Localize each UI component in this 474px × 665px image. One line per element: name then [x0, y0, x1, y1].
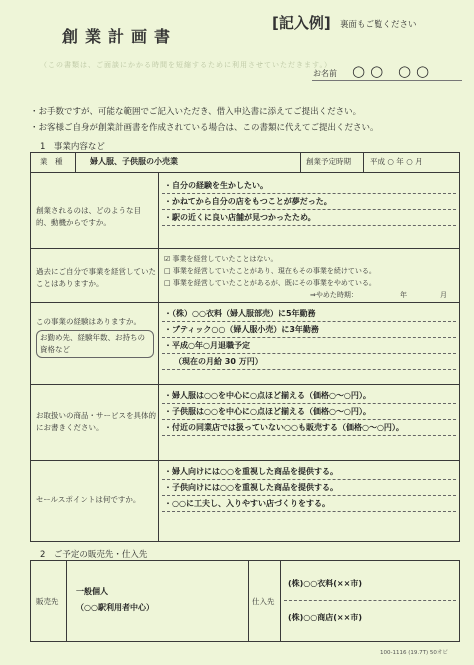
product-line: ・婦人服は○○を中心に○点ほど揃える（価格○～○円）。	[164, 391, 371, 400]
past-option: □ 事業を経営していたことがあるが、既にその事業をやめている。	[164, 279, 376, 287]
col-divider	[280, 560, 281, 642]
product-line: ・付近の同業店では扱っていない○○も販売する（価格○～○円）。	[164, 423, 404, 432]
past-option: ☑ 事業を経営していたことはない。	[164, 255, 278, 263]
sales-line: 一般個人	[76, 587, 108, 596]
dash-line	[162, 193, 456, 194]
dash-line	[162, 337, 456, 338]
section1-heading: 1 事業内容など	[40, 142, 105, 152]
dash-line	[162, 369, 456, 370]
selling-line: ・婦人向けには○○を重視した商品を提供する。	[164, 467, 338, 476]
dash-line	[162, 209, 456, 210]
label-column-divider	[158, 172, 159, 542]
career-line: ・平成○年○月退職予定	[164, 341, 250, 350]
row-divider	[30, 384, 460, 385]
motive-line: ・かねてから自分の店をもつことが夢だった。	[164, 197, 332, 206]
form-code: 100-1116 (19.7T) 50オビ	[380, 650, 448, 656]
product-line: ・子供服は○○を中心に○点ほど揃える（価格○～○円）。	[164, 407, 371, 416]
business-value: 婦人服、子供服の小売業	[90, 157, 178, 166]
dash-line	[162, 435, 456, 436]
sales-line: （○○駅利用者中心）	[76, 603, 154, 612]
supply-line: (株)○○衣料(××市)	[288, 579, 362, 588]
col-divider	[248, 560, 249, 642]
example-badge: [記入例]	[272, 14, 331, 32]
selling-points-label: セールスポイントは何ですか。	[36, 495, 141, 504]
section2-table	[30, 560, 460, 642]
career-line: ・ブティック○○（婦人服小売）に3年勤務	[164, 325, 319, 334]
supply-line: (株)○○商店(××市)	[288, 613, 362, 622]
instruction-line: ・お客様ご自身が創業計画書を作成されている場合は、この書類に代えてご提出ください。	[30, 123, 379, 133]
past-option: □ 事業を経営していたことがあり、現在もその事業を続けている。	[164, 267, 376, 275]
col-divider	[75, 152, 76, 172]
products-label: お取扱いの商品・サービスを具体的にお書きください。	[36, 411, 156, 432]
past-option-text: 事業を経営していたことはない。	[172, 255, 278, 263]
career-sub-label: お勤め先、経験年数、お持ちの資格など	[36, 330, 154, 358]
row-divider	[30, 248, 460, 249]
motive-label: 創業されるのは、どのような目的、動機からですか。	[36, 206, 141, 227]
row-divider	[30, 460, 460, 461]
past-business-label: 過去にご自分で事業を経営していたことはありますか。	[36, 267, 156, 288]
instruction-line: ・お手数ですが、可能な範囲でご記入いただき、借入申込書に添えてご提出ください。	[30, 107, 362, 117]
dash-line	[162, 321, 456, 322]
name-underline	[312, 80, 462, 81]
name-value: ○○ ○○	[352, 62, 435, 80]
dash-line	[162, 479, 456, 480]
supply-label: 仕入先	[252, 597, 275, 606]
past-option-text: 事業を経営していたことがあるが、既にその事業をやめている。	[172, 279, 376, 287]
col-divider	[66, 560, 67, 642]
badge-note: 裏面もご覧ください	[340, 20, 417, 30]
past-quit-month: 月	[440, 291, 447, 299]
planned-date-label: 創業予定時期	[306, 157, 351, 166]
dash-line	[284, 600, 456, 601]
instructions	[30, 104, 379, 136]
faint-background-text: （この書類は、ご面談にかかる時間を短縮するために利用させていただきます。）	[40, 61, 332, 69]
career-line: ・（株）○○衣料（婦人服部売）に5年勤務	[164, 309, 316, 318]
dash-line	[162, 353, 456, 354]
col-divider	[300, 152, 301, 172]
business-label: 業 種	[40, 157, 63, 166]
dash-line	[162, 419, 456, 420]
dash-line	[162, 495, 456, 496]
career-line: （現在の月給 30 万円）	[174, 357, 263, 366]
col-divider	[363, 152, 364, 172]
past-quit-label: ⇒やめた時期：	[310, 291, 358, 299]
dash-line	[162, 225, 456, 226]
sales-label: 販売先	[36, 597, 59, 606]
row-divider	[30, 172, 460, 173]
row-divider	[30, 302, 460, 303]
motive-line: ・自分の経験を生かしたい。	[164, 181, 268, 190]
dash-line	[162, 403, 456, 404]
selling-line: ・○○に工夫し、入りやすい店づくりをする。	[164, 499, 330, 508]
section2-heading: 2 ご予定の販売先・仕入先	[40, 550, 148, 560]
past-option-text: 事業を経営していたことがあり、現在もその事業を続けている。	[172, 267, 376, 275]
name-label: お名前	[313, 69, 337, 78]
past-quit-year: 年	[400, 291, 407, 299]
motive-line: ・駅の近くに良い店舗が見つかったため。	[164, 213, 316, 222]
selling-line: ・子供向けには○○を重視した商品を提供する。	[164, 483, 338, 492]
page-title: 創業計画書	[62, 27, 178, 46]
career-label: この事業の経験はありますか。	[36, 317, 141, 326]
planned-date-value: 平成 ○ 年 ○ 月	[370, 157, 423, 166]
dash-line	[162, 511, 456, 512]
